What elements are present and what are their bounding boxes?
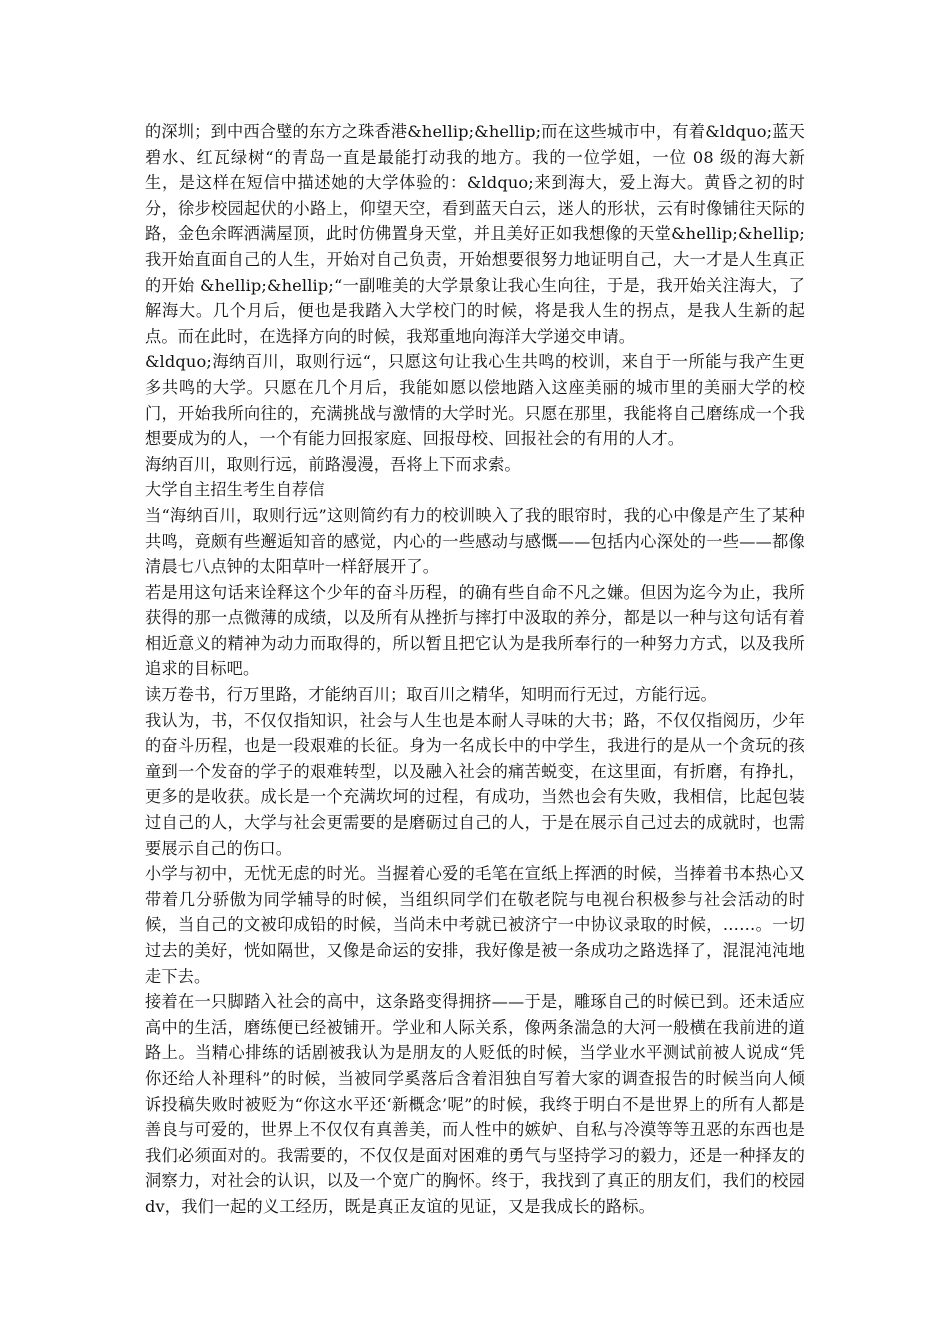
document-body [145,119,805,1220]
paragraph-motto-closing: 海纳百川，取则行远，前路漫漫，吾将上下而求索。 [145,454,521,474]
letter-title: 大学自主招生考生自荐信 [145,480,325,500]
paragraph-motto-resonance: 当“海纳百川，取则行远”这则简约有力的校训映入了我的眼帘时，我的心中像是产生了某种共鸣，竟颇有些邂逅知音的感觉，内心的一些感动与感慨——包括内心深处的一些——都像清晨七八点钟的太阳草叶一样舒展开了。 [145,505,805,577]
paragraph-motto-wish: &ldquo;海纳百川，取则行远“，只愿这句让我心生共鸣的校训，来自于一所能与我产生更多共鸣的大学。只愿在几个月后，我能如愿以偿地踏入这座美丽的城市里的美丽大学的校门，开始我所向往的，充满挑战与激情的大学时光。只愿在那里，我能将自己磨练成一个我想要成为的人，一个有能力回报家庭、回报母校、回报社会的有用的人才。 [145,352,805,449]
paragraph-intro-cities: 的深圳；到中西合璧的东方之珠香港&hellip;&hellip;而在这些城市中，有着&ldquo;蓝天碧水、红瓦绿树“的青岛一直是最能打动我的地方。我的一位学姐，一位 08 级的海大新生，是这样在短信中描述她的大学体验的：&ldquo;来到海大，爱上海大。黄昏之初的时分，徐步校园起伏的小路上，仰望天空，看到蓝天白云，迷人的形状，云有时像铺往天际的路，金色余晖洒满屋顶，此时仿佛置身天堂，并且美好正如我想像的天堂&hellip;&hellip;我开始直面自己的人生，开始对自己负责，开始想要很努力地证明自己，大一才是人生真正的开始 &hellip;&hellip;“一副唯美的大学景象让我心生向往，于是，我开始关注海大，了解海大。几个月后，便也是我踏入大学校门的时候，将是我人生的拐点，是我人生新的起点。而在此时，在选择方向的时候，我郑重地向海洋大学递交申请。 [145,122,805,346]
paragraph-high-school: 接着在一只脚踏入社会的高中，这条路变得拥挤——于是，雕琢自己的时候已到。还未适应高中的生活，磨练便已经被铺开。学业和人际关系，像两条湍急的大河一般横在我前进的道路上。当精心排练的话剧被我认为是朋友的人贬低的时候，当学业水平测试前被人说成“凭你还给人补理科”的时候，当被同学奚落后含着泪独自写着大家的调查报告的时候当向人倾诉投稿失败时被贬为“你这水平还‘新概念’呢”的时候，我终于明白不是世界上的所有人都是善良与可爱的，世界上不仅仅有真善美，而人性中的嫉妒、自私与冷漠等等丑恶的东西也是我们必须面对的。我需要的，不仅仅是面对困难的勇气与坚持学习的毅力，还是一种择友的洞察力，对社会的认识，以及一个宽广的胸怀。终于，我找到了真正的朋友们，我们的校园 dv，我们一起的义工经历，既是真正友谊的见证，又是我成长的路标。 [145,992,805,1216]
paragraph-books-roads: 读万卷书，行万里路，才能纳百川；取百川之精华，知明而行无过，方能行远。 [145,685,717,705]
paragraph-interpretation: 若是用这句话来诠释这个少年的奋斗历程，的确有些自命不凡之嫌。但因为迄今为止，我所获得的那一点微薄的成绩，以及所有从挫折与摔打中汲取的养分，都是以一种与这句话有着相近意义的精神为动力而取得的，所以暂且把它认为是我所奉行的一种努力方式，以及我所追求的目标吧。 [145,582,805,679]
paragraph-primary-middle-school: 小学与初中，无忧无虑的时光。当握着心爱的毛笔在宣纸上挥洒的时候，当捧着书本热心又带着几分骄傲为同学辅导的时候，当组织同学们在敬老院与电视台积极参与社会活动的时候，当自己的文被印成铅的时候，当尚未中考就已被济宁一中协议录取的时候，……。一切过去的美好，恍如隔世，又像是命运的安排，我好像是被一条成功之路选择了，混混沌沌地走下去。 [145,864,805,986]
paragraph-growth: 我认为，书，不仅仅指知识，社会与人生也是本耐人寻味的大书；路，不仅仅指阅历，少年的奋斗历程，也是一段艰难的长征。身为一名成长中的中学生，我进行的是从一个贪玩的孩童到一个发奋的学子的艰难转型，以及融入社会的痛苦蜕变，在这里面，有折磨，有挣扎，更多的是收获。成长是一个充满坎坷的过程，有成功，当然也会有失败，我相信，比起包装过自己的人，大学与社会更需要的是磨砺过自己的人，于是在展示自己过去的成就时，也需要展示自己的伤口。 [145,710,805,858]
